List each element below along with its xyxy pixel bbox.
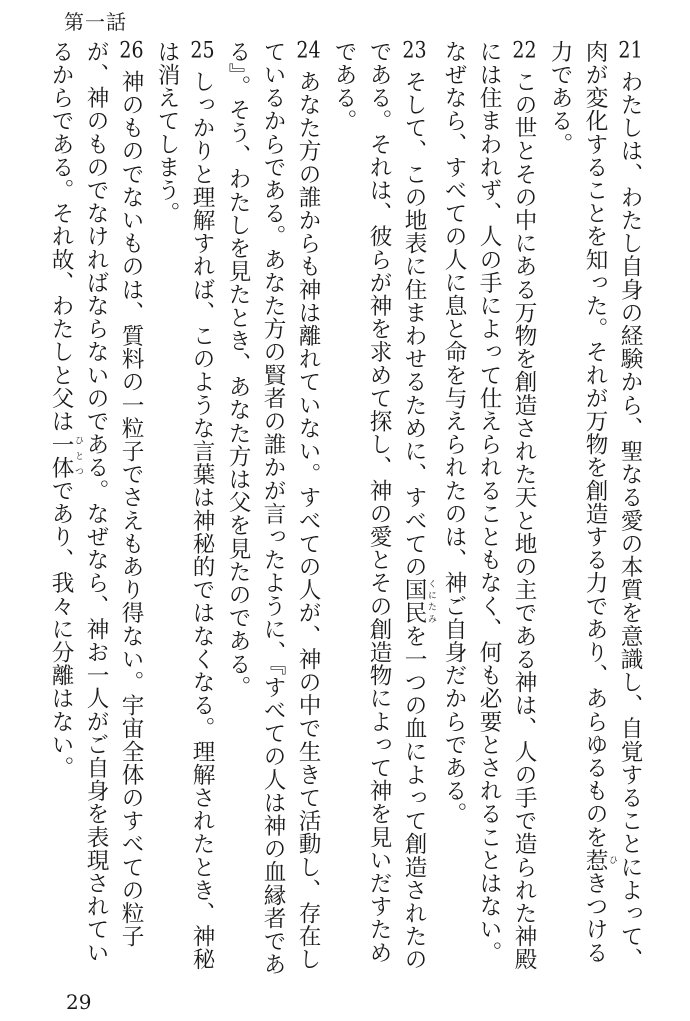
paragraph [542, 40, 648, 985]
paragraph-text: しっかりと理解すれば、このような言葉は神秘的ではなくなる。理解されたとき、神秘は消えてしまう。 [154, 40, 215, 971]
ruby-word [582, 848, 617, 872]
paragraph [326, 40, 436, 985]
paragraph-number: 23 [402, 40, 427, 62]
paragraph-number: 26 [119, 40, 144, 62]
paragraph-text: を一つの血によって創造されたのである。それは、彼らが神を求めて探し、神の愛とその創造物によって神を見いだすためである。 [331, 40, 427, 971]
ruby-base: 一体 [48, 432, 74, 479]
ruby-word [401, 578, 436, 625]
paragraph-number: 21 [618, 40, 643, 62]
ruby-reading: くにたみ [426, 578, 436, 625]
vertical-text-body [8, 40, 648, 985]
paragraph [43, 40, 149, 985]
paragraph-text: であり、我々に分離はない。 [48, 478, 74, 780]
paragraph [149, 40, 220, 985]
paragraph-text: あなた方の誰からも神は離れていない。すべての人が、神の中で生きて活動し、存在しているからである。あなた方の賢者の誰かが言ったように、『すべての人は神の血縁者である』。そう、わたしを見たとき、あなた方は父を見たのである。 [225, 40, 321, 976]
paragraph-number: 22 [512, 40, 537, 62]
ruby-reading: ひ [607, 848, 617, 872]
paragraph-text: 神のものでないものは、質料の一粒子でさえもあり得ない。宇宙全体のすべての粒子が、神のものでなければならないのである。なぜなら、神お一人がご自身を表現されているからである。それ故、わたしと父は [48, 40, 144, 964]
ruby-word [48, 432, 83, 479]
paragraph-number: 25 [190, 40, 215, 62]
paragraph [220, 40, 326, 985]
ruby-base: 国民 [401, 578, 427, 625]
page-number: 29 [66, 990, 92, 1014]
paragraph [436, 40, 542, 985]
ruby-reading: ひとつ [73, 432, 83, 479]
chapter-title: 第一話 [64, 10, 127, 34]
paragraph-text: わたしは、わたし自身の経験から、聖なる愛の本質を意識し、自覚することによって、肉が変化することを知った。それが万物を創造する力であり、あらゆるものを [582, 40, 643, 971]
paragraph-number: 24 [296, 40, 321, 62]
paragraph-text: きつける力である。 [547, 40, 608, 965]
paragraph-text: そして、この地表に住まわせるために、すべての [401, 70, 427, 579]
ruby-base: 惹 [582, 848, 608, 872]
paragraph-text: この世とその中にある万物を創造された天と地の主である神は、人の手で造られた神殿には住まわれず、人の手によって仕えられることもなく、何も必要とされることはない。なぜなら、すべての人に息と命を与えられたのは、神ご自身だからである。 [441, 40, 537, 971]
